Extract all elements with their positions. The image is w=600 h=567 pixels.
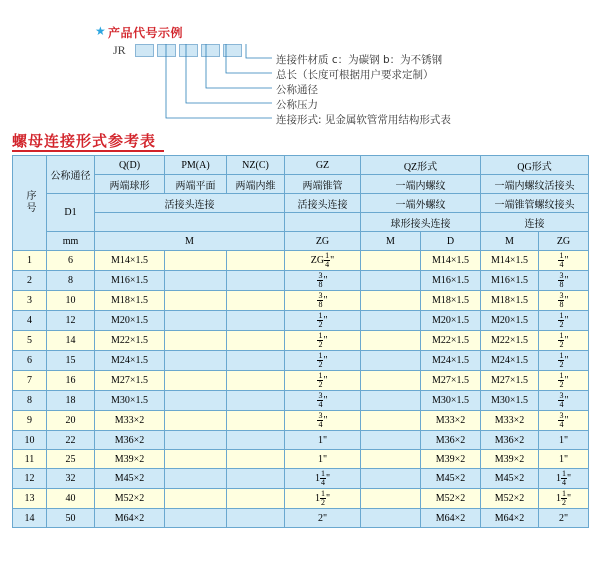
cell-qd-m: M16×1.5 (95, 271, 165, 291)
header-dn: 公称通径 (47, 156, 95, 194)
cell-qz-d: M22×1.5 (421, 331, 481, 351)
cell-qd-m: M33×2 (95, 411, 165, 431)
cell-qg-zg: $\frac{1}{2}$ " (539, 371, 589, 391)
cell-dn: 14 (47, 331, 95, 351)
cell-seq: 3 (13, 291, 47, 311)
table-header-row (13, 175, 589, 194)
cell-seq: 10 (13, 431, 47, 450)
header-sub-nzc: 两端内维 (227, 175, 285, 194)
star-icon: ★ (95, 24, 106, 38)
legend-desc-connection-type: 连接形式: 见金属软管常用结构形式表 (276, 114, 451, 126)
cell-qz-m (361, 411, 421, 431)
header-unit-qz-d: D (421, 232, 481, 251)
cell-qg-zg: $\frac{1}{2}$ " (539, 311, 589, 331)
cell-nzc-m (227, 271, 285, 291)
cell-qd-m: M39×2 (95, 450, 165, 469)
cell-pma-m (165, 431, 227, 450)
cell-pma-m (165, 371, 227, 391)
header-group-qg: QG形式 (481, 156, 589, 175)
legend-desc-nominal-pressure: 公称压力 (276, 99, 318, 111)
cell-dn: 6 (47, 251, 95, 271)
cell-qz-d: M64×2 (421, 509, 481, 528)
header-qz-ball-joint: 球形接头连接 (361, 213, 481, 232)
cell-qg-zg: $\frac{3}{4}$ " (539, 411, 589, 431)
cell-gz-zg: $\frac{3}{4}$ " (285, 411, 361, 431)
cell-pma-m (165, 391, 227, 411)
nut-connection-table (12, 155, 589, 528)
cell-pma-m (165, 411, 227, 431)
header-gz-union: 活接头连接 (285, 194, 361, 213)
cell-qd-m: M36×2 (95, 431, 165, 450)
cell-seq: 11 (13, 450, 47, 469)
cell-qg-m: M36×2 (481, 431, 539, 450)
cell-seq: 8 (13, 391, 47, 411)
header-sub-qg: 一端内螺纹活接头 (481, 175, 589, 194)
cell-qg-m: M14×1.5 (481, 251, 539, 271)
header-sub-qd: 两端球形 (95, 175, 165, 194)
cell-qz-m (361, 489, 421, 509)
header-blank-gz (285, 213, 361, 232)
cell-qz-m (361, 431, 421, 450)
cell-qg-m: M30×1.5 (481, 391, 539, 411)
cell-pma-m (165, 251, 227, 271)
cell-qg-m: M39×2 (481, 450, 539, 469)
legend-desc-length: 总长（长度可根据用户要求定制） (276, 69, 434, 81)
cell-qz-d: M30×1.5 (421, 391, 481, 411)
cell-qz-m (361, 351, 421, 371)
table-body (13, 251, 589, 528)
cell-qz-m (361, 331, 421, 351)
cell-nzc-m (227, 251, 285, 271)
header-group-nzc: NZ(C) (227, 156, 285, 175)
cell-dn: 20 (47, 411, 95, 431)
cell-seq: 14 (13, 509, 47, 528)
header-group-pma: PM(A) (165, 156, 227, 175)
product-code-legend (0, 0, 600, 130)
cell-dn: 25 (47, 450, 95, 469)
cell-gz-zg: $\frac{1}{2}$ " (285, 351, 361, 371)
cell-dn: 22 (47, 431, 95, 450)
cell-dn: 16 (47, 371, 95, 391)
cell-qz-d: M45×2 (421, 469, 481, 489)
cell-qz-d: M20×1.5 (421, 311, 481, 331)
cell-qd-m: M45×2 (95, 469, 165, 489)
table-row (13, 489, 589, 509)
cell-qz-m (361, 469, 421, 489)
cell-qd-m: M27×1.5 (95, 371, 165, 391)
cell-seq: 13 (13, 489, 47, 509)
header-sub-pma: 两端平面 (165, 175, 227, 194)
table-header-row (13, 232, 589, 251)
cell-qg-m: M33×2 (481, 411, 539, 431)
cell-qz-d: M27×1.5 (421, 371, 481, 391)
cell-qg-m: M22×1.5 (481, 331, 539, 351)
cell-nzc-m (227, 411, 285, 431)
code-prefix: JR (113, 43, 126, 57)
table-row (13, 391, 589, 411)
cell-qg-zg: $\frac{3}{4}$ " (539, 391, 589, 411)
table-row (13, 371, 589, 391)
cell-pma-m (165, 351, 227, 371)
cell-qz-m (361, 509, 421, 528)
cell-pma-m (165, 489, 227, 509)
table-header-row (13, 156, 589, 175)
cell-dn: 8 (47, 271, 95, 291)
cell-qz-m (361, 251, 421, 271)
header-seq: 序号 (13, 156, 47, 251)
cell-gz-zg: 1" (285, 431, 361, 450)
cell-qg-m: M24×1.5 (481, 351, 539, 371)
cell-gz-zg: $\frac{1}{2}$ " (285, 311, 361, 331)
cell-qg-m: M27×1.5 (481, 371, 539, 391)
cell-qg-zg: $\frac{3}{8}$ " (539, 291, 589, 311)
header-unit-mm: mm (47, 232, 95, 251)
cell-seq: 9 (13, 411, 47, 431)
table-header-row (13, 194, 589, 213)
cell-qd-m: M22×1.5 (95, 331, 165, 351)
cell-gz-zg: $\frac{1}{2}$ " (285, 331, 361, 351)
table-row (13, 351, 589, 371)
cell-dn: 18 (47, 391, 95, 411)
cell-qz-d: M33×2 (421, 411, 481, 431)
cell-nzc-m (227, 431, 285, 450)
cell-qz-d: M18×1.5 (421, 291, 481, 311)
header-unit-zg: ZG (285, 232, 361, 251)
cell-dn: 32 (47, 469, 95, 489)
cell-qg-zg: $\frac{3}{8}$ " (539, 271, 589, 291)
cell-seq: 2 (13, 271, 47, 291)
cell-qg-m: M45×2 (481, 469, 539, 489)
table-row (13, 431, 589, 450)
legend-title: 产品代号示例 (108, 26, 184, 40)
header-sub-qz: 一端内螺纹 (361, 175, 481, 194)
header-group-qz: QZ形式 (361, 156, 481, 175)
cell-qg-zg: 2" (539, 509, 589, 528)
cell-seq: 4 (13, 311, 47, 331)
cell-qd-m: M24×1.5 (95, 351, 165, 371)
cell-gz-zg: ZG $\frac{1}{4}$ " (285, 251, 361, 271)
cell-seq: 5 (13, 331, 47, 351)
cell-nzc-m (227, 291, 285, 311)
cell-qz-d: M36×2 (421, 431, 481, 450)
cell-qz-d: M16×1.5 (421, 271, 481, 291)
cell-qd-m: M20×1.5 (95, 311, 165, 331)
cell-seq: 7 (13, 371, 47, 391)
header-union-connection: 活接头连接 (95, 194, 285, 213)
cell-qz-d: M24×1.5 (421, 351, 481, 371)
table-row (13, 291, 589, 311)
cell-nzc-m (227, 331, 285, 351)
cell-qd-m: M30×1.5 (95, 391, 165, 411)
header-group-gz: GZ (285, 156, 361, 175)
cell-qz-d: M52×2 (421, 489, 481, 509)
cell-qz-m (361, 371, 421, 391)
cell-qd-m: M64×2 (95, 509, 165, 528)
cell-qz-d: M39×2 (421, 450, 481, 469)
cell-qg-zg: $\frac{1}{2}$ " (539, 351, 589, 371)
table-row (13, 271, 589, 291)
table-row (13, 251, 589, 271)
header-blank-left (95, 213, 285, 232)
page-title: 螺母连接形式参考表 (12, 132, 157, 150)
table-row (13, 331, 589, 351)
cell-nzc-m (227, 371, 285, 391)
cell-qg-m: M20×1.5 (481, 311, 539, 331)
cell-qg-zg: $\frac{1}{2}$ " (539, 331, 589, 351)
legend-desc-nominal-diameter: 公称通径 (276, 84, 318, 96)
cell-pma-m (165, 291, 227, 311)
table-row (13, 411, 589, 431)
header-unit-qg-m: M (481, 232, 539, 251)
cell-qg-m: M16×1.5 (481, 271, 539, 291)
cell-nzc-m (227, 450, 285, 469)
cell-qz-m (361, 291, 421, 311)
cell-dn: 12 (47, 311, 95, 331)
cell-qg-m: M64×2 (481, 509, 539, 528)
cell-pma-m (165, 450, 227, 469)
cell-dn: 15 (47, 351, 95, 371)
cell-qz-m (361, 391, 421, 411)
cell-nzc-m (227, 391, 285, 411)
cell-gz-zg: $\frac{3}{4}$ " (285, 391, 361, 411)
cell-dn: 10 (47, 291, 95, 311)
cell-qg-m: M52×2 (481, 489, 539, 509)
cell-qz-m (361, 271, 421, 291)
cell-qd-m: M14×1.5 (95, 251, 165, 271)
cell-qz-d: M14×1.5 (421, 251, 481, 271)
table-row (13, 509, 589, 528)
cell-gz-zg: 1" (285, 450, 361, 469)
cell-qd-m: M18×1.5 (95, 291, 165, 311)
header-unit-qg-zg: ZG (539, 232, 589, 251)
header-qg-taper-joint: 一端锥管螺纹接头 (481, 194, 589, 213)
cell-pma-m (165, 509, 227, 528)
header-unit-m: M (95, 232, 285, 251)
cell-gz-zg: $\frac{1}{2}$ " (285, 371, 361, 391)
header-qg-connection: 连接 (481, 213, 589, 232)
table-row (13, 311, 589, 331)
cell-seq: 1 (13, 251, 47, 271)
table-row (13, 450, 589, 469)
legend-desc-material: 连接件材质 c：为碳钢 b：为不锈钢 (276, 54, 443, 66)
cell-pma-m (165, 469, 227, 489)
cell-seq: 12 (13, 469, 47, 489)
cell-nzc-m (227, 509, 285, 528)
cell-dn: 50 (47, 509, 95, 528)
cell-qg-zg: $\frac{1}{4}$ " (539, 251, 589, 271)
cell-nzc-m (227, 311, 285, 331)
cell-qz-m (361, 450, 421, 469)
cell-qg-zg: 1 $\frac{1}{4}$ " (539, 469, 589, 489)
cell-gz-zg: 1 $\frac{1}{4}$ " (285, 469, 361, 489)
cell-qg-zg: 1" (539, 450, 589, 469)
cell-dn: 40 (47, 489, 95, 509)
cell-gz-zg: 1 $\frac{1}{2}$ " (285, 489, 361, 509)
cell-qz-m (361, 311, 421, 331)
title-underline (12, 150, 164, 152)
cell-qg-m: M18×1.5 (481, 291, 539, 311)
header-sub-gz: 两端锥管 (285, 175, 361, 194)
cell-gz-zg: 2" (285, 509, 361, 528)
cell-nzc-m (227, 489, 285, 509)
header-qz-ext-thread: 一端外螺纹 (361, 194, 481, 213)
header-unit-qz-m: M (361, 232, 421, 251)
header-d1: D1 (47, 194, 95, 232)
table-row (13, 469, 589, 489)
cell-qg-zg: 1" (539, 431, 589, 450)
cell-pma-m (165, 311, 227, 331)
cell-nzc-m (227, 351, 285, 371)
cell-seq: 6 (13, 351, 47, 371)
cell-qg-zg: 1 $\frac{1}{2}$ " (539, 489, 589, 509)
cell-pma-m (165, 271, 227, 291)
cell-gz-zg: $\frac{3}{8}$ " (285, 291, 361, 311)
table-header-row (13, 213, 589, 232)
cell-nzc-m (227, 469, 285, 489)
cell-qd-m: M52×2 (95, 489, 165, 509)
header-group-qd: Q(D) (95, 156, 165, 175)
cell-pma-m (165, 331, 227, 351)
cell-gz-zg: $\frac{3}{8}$ " (285, 271, 361, 291)
